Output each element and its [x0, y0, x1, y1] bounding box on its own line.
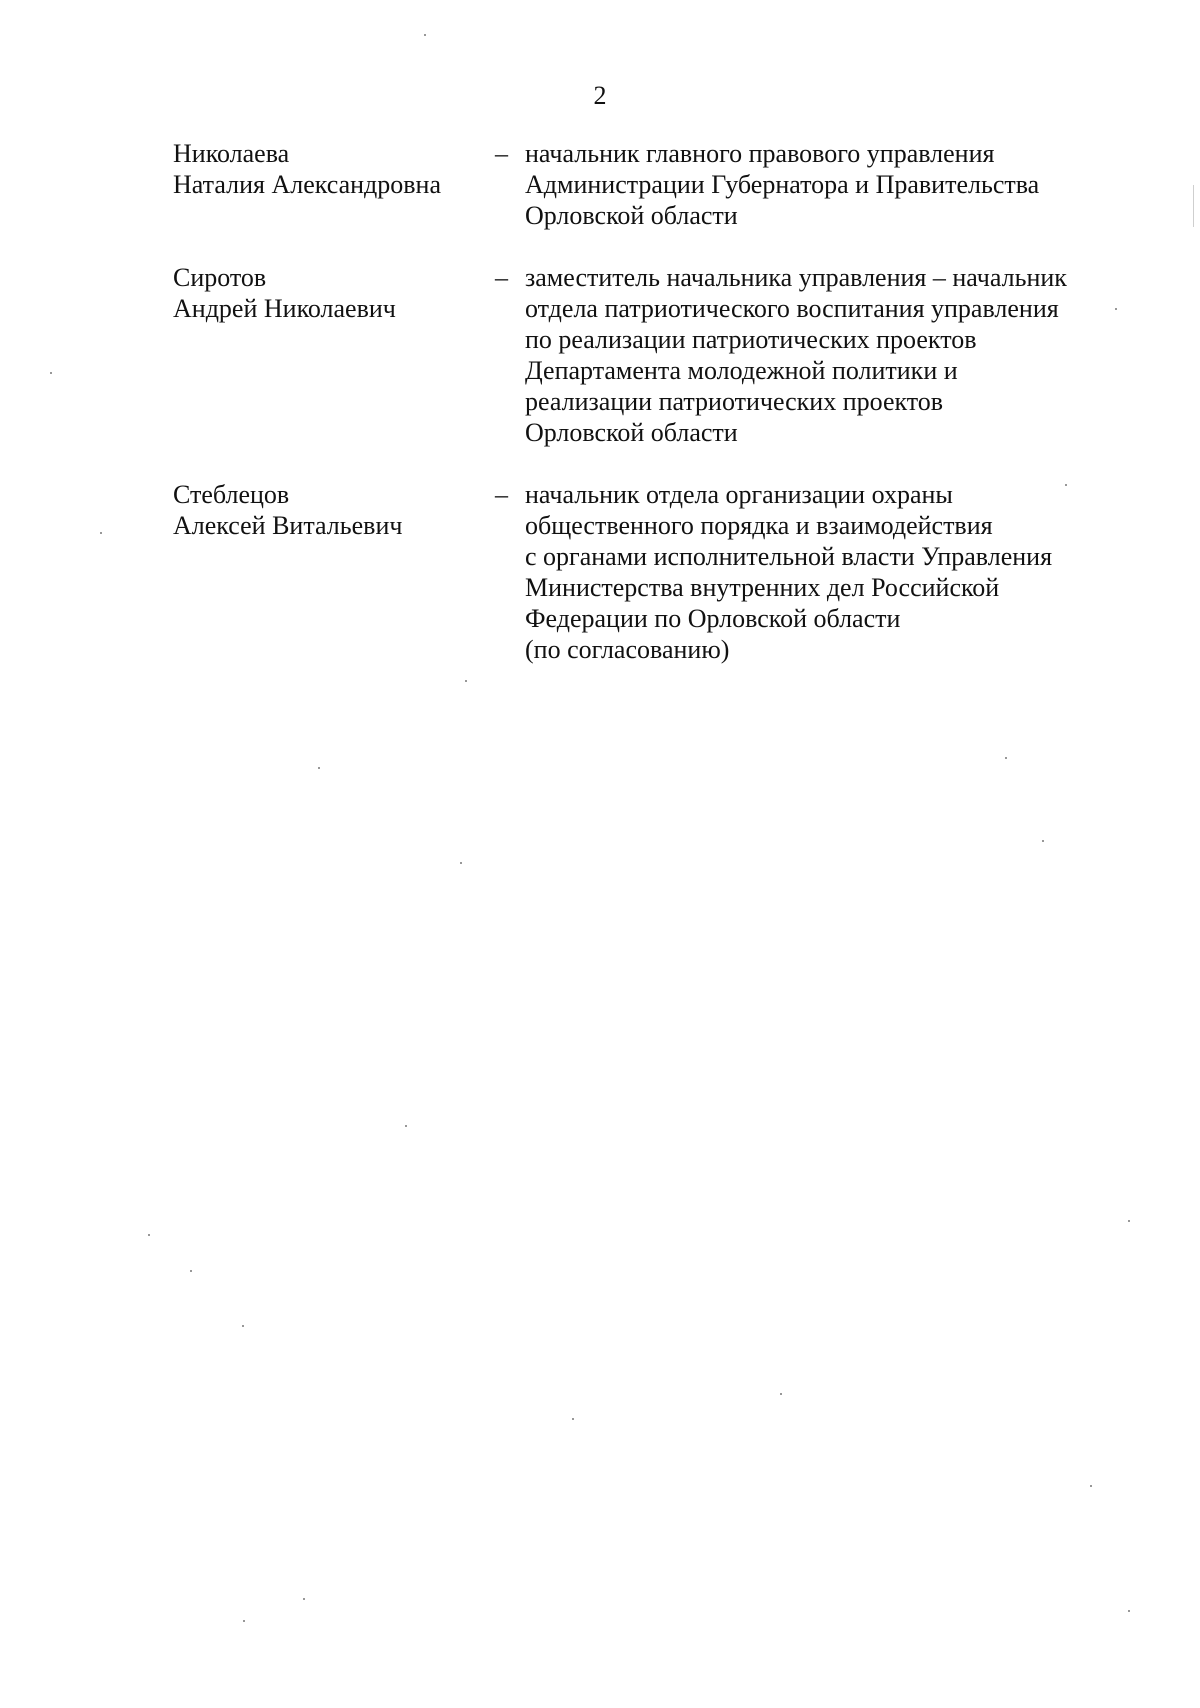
page-number: 2: [593, 81, 607, 110]
scan-speck: [1090, 1485, 1092, 1487]
member-position: [525, 479, 1145, 665]
position-line: Орловской области: [525, 418, 738, 447]
position-line: Орловской области: [525, 201, 738, 230]
scan-speck: [460, 862, 462, 864]
position-line: реализации патриотических проектов: [525, 387, 944, 416]
position-line: начальник главного правового управления: [525, 139, 995, 168]
position-line: с органами исполнительной власти Управления: [525, 542, 1053, 571]
member-name: [173, 262, 483, 324]
position-line: начальник отдела организации охраны: [525, 480, 953, 509]
position-line: (по согласованию): [525, 635, 730, 664]
scan-speck: [148, 1234, 150, 1236]
dash-separator: –: [495, 263, 508, 292]
scan-speck: [1115, 308, 1117, 310]
position-line: Министерства внутренних дел Российской: [525, 573, 1000, 602]
member-surname: Николаева: [173, 139, 290, 168]
position-line: Администрации Губернатора и Правительства: [525, 170, 1040, 199]
member-given-names: Андрей Николаевич: [173, 294, 396, 323]
member-surname: Стеблецов: [173, 480, 290, 509]
scan-speck: [1128, 1610, 1130, 1612]
scan-speck: [1042, 840, 1044, 842]
scan-speck: [1065, 484, 1067, 486]
member-surname: Сиротов: [173, 263, 267, 292]
member-entry: [173, 138, 1133, 231]
scan-speck: [465, 680, 467, 682]
position-line: общественного порядка и взаимодействия: [525, 511, 993, 540]
scan-speck: [424, 34, 426, 36]
position-line: Департамента молодежной политики и: [525, 356, 958, 385]
scan-speck: [243, 1620, 245, 1622]
member-list: [173, 138, 1133, 696]
member-position: [525, 138, 1145, 231]
position-line: заместитель начальника управления – начальник: [525, 263, 1067, 292]
scan-edge-mark: [1193, 185, 1194, 227]
scan-speck: [1005, 757, 1007, 759]
scan-speck: [318, 767, 320, 769]
dash-separator: –: [495, 480, 508, 509]
scan-speck: [242, 1325, 244, 1327]
dash-separator: –: [495, 139, 508, 168]
scan-speck: [572, 1418, 574, 1420]
member-position: [525, 262, 1145, 448]
scan-speck: [100, 532, 102, 534]
member-entry: [173, 262, 1133, 448]
scan-speck: [50, 372, 52, 374]
position-line: по реализации патриотических проектов: [525, 325, 977, 354]
position-line: Федерации по Орловской области: [525, 604, 901, 633]
scan-speck: [780, 1393, 782, 1395]
member-name: [173, 479, 483, 541]
member-name: [173, 138, 483, 200]
scan-speck: [1128, 1220, 1130, 1222]
scan-speck: [405, 1125, 407, 1127]
scan-speck: [303, 1598, 305, 1600]
scan-speck: [190, 1270, 192, 1272]
member-given-names: Алексей Витальевич: [173, 511, 403, 540]
member-entry: [173, 479, 1133, 665]
position-line: отдела патриотического воспитания управления: [525, 294, 1059, 323]
member-given-names: Наталия Александровна: [173, 170, 441, 199]
